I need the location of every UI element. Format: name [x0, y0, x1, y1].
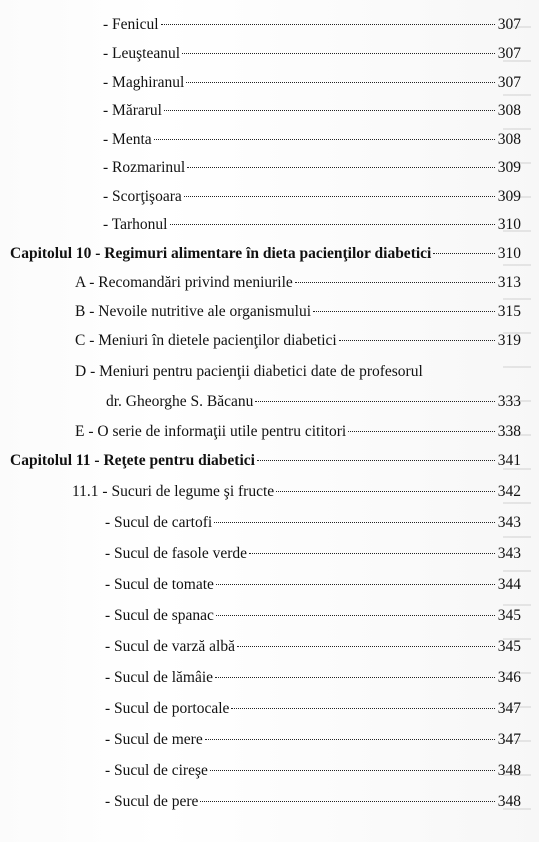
toc-entry-page: 345: [497, 607, 521, 624]
toc-entry-scortisoara: [103, 187, 521, 207]
toc-entry-maghiranul: [103, 73, 521, 93]
toc-entry-sucul-de-cartofi: [105, 513, 521, 533]
toc-entry-page: 338: [497, 423, 521, 440]
toc-entry-label: - Sucul de mere: [105, 731, 203, 748]
toc-entry-label: - Maghiranul: [103, 74, 185, 91]
toc-entry-page: 313: [497, 274, 521, 291]
leader-dots: [276, 491, 495, 492]
toc-entry-page: 347: [497, 700, 521, 717]
toc-chapter-label: Capitolul 11 - Reţete pentru diabetici: [10, 452, 255, 469]
leader-dots: [170, 224, 495, 225]
toc-chapter-label: Capitolul 10 - Regimuri alimentare în dieta pacienţilor diabetici: [10, 245, 432, 262]
toc-entry-sucul-de-portocale: [105, 699, 521, 719]
toc-entry-page: 319: [497, 332, 521, 349]
toc-entry-sucul-de-lamaie: [105, 668, 521, 688]
toc-entry-page: 307: [497, 74, 521, 91]
toc-entry-label: - Scorţişoara: [103, 188, 182, 205]
toc-entry-rozmarinul: [103, 158, 521, 178]
toc-entry-page: 347: [497, 731, 521, 748]
leader-dots: [295, 282, 495, 283]
toc-entry-page: 348: [497, 793, 521, 810]
leader-dots: [210, 770, 495, 771]
leader-dots: [313, 311, 495, 312]
leader-dots: [205, 739, 495, 740]
toc-entry-label: - Mărarul: [103, 102, 162, 119]
toc-entry-a: [75, 273, 521, 293]
toc-entry-page: 310: [497, 245, 521, 262]
toc-entry-d-line1: D - Meniuri pentru pacienţii diabetici date de profesorul: [75, 363, 423, 380]
toc-entry-sucul-de-mere: [105, 730, 521, 750]
leader-dots: [237, 646, 495, 647]
toc-entry-label: B - Nevoile nutritive ale organismului: [75, 303, 312, 320]
toc-entry-label: dr. Gheorghe S. Băcanu: [106, 393, 254, 410]
leader-dots: [215, 677, 495, 678]
toc-entry-page: 310: [497, 216, 521, 233]
toc-entry-label: - Sucul de portocale: [105, 700, 230, 717]
leader-dots: [255, 401, 494, 402]
toc-entry-page: 315: [497, 303, 521, 320]
toc-entry-label: - Sucul de fasole verde: [105, 545, 248, 562]
toc-entry-b: [75, 302, 521, 322]
toc-entry-page: 341: [497, 452, 521, 469]
toc-entry-label: - Fenicul: [103, 16, 159, 33]
toc-entry-page: 308: [497, 131, 521, 148]
toc-entry-sucul-de-spanac: [105, 606, 521, 626]
leader-dots: [186, 82, 494, 83]
toc-entry-menta: [103, 130, 521, 150]
toc-entry-page: 348: [497, 762, 521, 779]
leader-dots: [348, 431, 495, 432]
leader-dots: [231, 708, 494, 709]
toc-entry-page: 343: [497, 545, 521, 562]
leader-dots: [187, 167, 495, 168]
toc-entry-page: 346: [497, 669, 521, 686]
toc-entry-sucul-de-tomate: [105, 575, 521, 595]
toc-entry-page: 309: [497, 159, 521, 176]
toc-entry-label: - Rozmarinul: [103, 159, 186, 176]
leader-dots: [249, 553, 495, 554]
toc-entry-label: - Leuşteanul: [103, 45, 181, 62]
toc-entry-label: 11.1 - Sucuri de legume şi fructe: [72, 483, 275, 500]
toc-entry-page: 308: [497, 102, 521, 119]
leader-dots: [214, 522, 495, 523]
leader-dots: [164, 110, 495, 111]
toc-entry-label: A - Recomandări privind meniurile: [75, 274, 293, 291]
toc-entry-page: 342: [497, 483, 521, 500]
toc-entry-page: 343: [497, 514, 521, 531]
toc-entry-page: 307: [497, 45, 521, 62]
leader-dots: [154, 139, 495, 140]
toc-entry-fenicul: [103, 15, 521, 35]
toc-chapter-11: [10, 451, 521, 471]
toc-entry-page: 344: [497, 576, 521, 593]
toc-entry-label: E - O serie de informaţii utile pentru cititori: [75, 423, 347, 440]
toc-entry-page: 309: [497, 188, 521, 205]
toc-entry-label: - Sucul de lămâie: [105, 669, 214, 686]
toc-entry-sucul-de-varza-alba: [105, 637, 521, 657]
toc-chapter-10: [10, 244, 521, 264]
toc-entry-page: 345: [497, 638, 521, 655]
toc-entry-label: - Tarhonul: [103, 216, 168, 233]
leader-dots: [433, 253, 494, 254]
toc-entry-sucul-de-cirese: [105, 761, 521, 781]
leader-dots: [184, 196, 495, 197]
leader-dots: [182, 53, 495, 54]
toc-entry-label: C - Meniuri în dietele pacienţilor diabetici: [75, 332, 337, 349]
toc-entry-d: [106, 392, 521, 412]
leader-dots: [257, 460, 495, 461]
toc-entry-label: - Menta: [103, 131, 152, 148]
leader-dots: [200, 801, 494, 802]
toc-entry-label: - Sucul de spanac: [105, 607, 214, 624]
leader-dots: [161, 24, 495, 25]
toc-entry-label: - Sucul de cireşe: [105, 762, 208, 779]
leader-dots: [339, 340, 495, 341]
toc-entry-sucul-de-pere: [105, 792, 521, 812]
leader-dots: [216, 584, 495, 585]
toc-entry-page: 333: [497, 393, 521, 410]
toc-entry-tarhonul: [103, 215, 521, 235]
toc-entry-11-1: [72, 482, 521, 502]
toc-entry-page: 307: [497, 16, 521, 33]
toc-entry-c: [75, 331, 521, 351]
leader-dots: [216, 615, 495, 616]
toc-entry-sucul-de-fasole-verde: [105, 544, 521, 564]
toc-entry-label: - Sucul de tomate: [105, 576, 214, 593]
toc-entry-e: [75, 422, 521, 442]
toc-entry-label: - Sucul de pere: [105, 793, 199, 810]
toc-entry-leusteanul: [103, 44, 521, 64]
toc-entry-mararul: [103, 101, 521, 121]
toc-entry-label: - Sucul de varză albă: [105, 638, 235, 655]
toc-entry-label: - Sucul de cartofi: [105, 514, 213, 531]
